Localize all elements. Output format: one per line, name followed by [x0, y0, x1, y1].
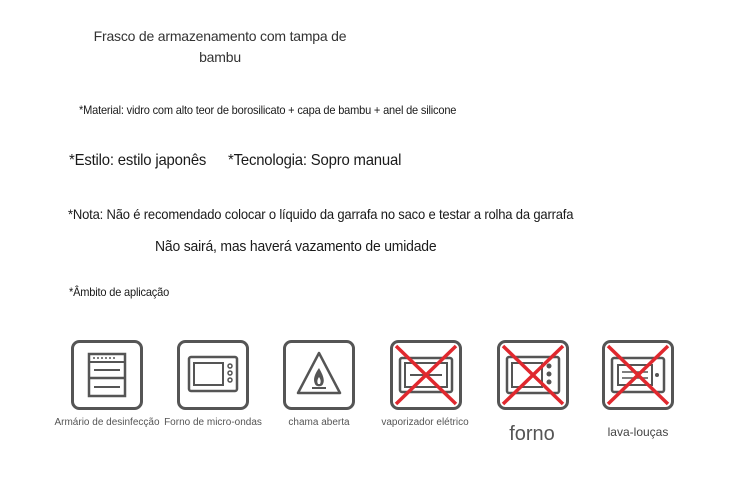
oven-icon [497, 340, 569, 410]
oven-label: forno [509, 423, 555, 445]
technology-spec: *Tecnologia: Sopro manual [228, 152, 402, 169]
note-line-2: Não sairá, mas haverá vazamento de umidade [155, 238, 437, 255]
disinfection-cabinet-icon [71, 340, 143, 410]
microwave-icon [177, 340, 249, 410]
material-spec: *Material: vidro com alto teor de borosilicato + capa de bambu + anel de silicone [79, 103, 457, 117]
disinfection-cabinet-label: Armário de desinfecção [54, 417, 160, 428]
electric-steamer-icon [390, 340, 462, 410]
open-flame-icon [283, 340, 355, 410]
scope-heading: *Âmbito de aplicação [69, 285, 170, 299]
dishwasher-icon [602, 340, 674, 410]
microwave-label: Forno de micro-ondas [164, 417, 262, 428]
electric-steamer-label: vaporizador elétrico [381, 417, 469, 428]
product-title: Frasco de armazenamento com tampa de bambu [93, 28, 347, 65]
style-spec: *Estilo: estilo japonês [69, 152, 207, 169]
open-flame-label: chama aberta [288, 417, 350, 428]
note-line-1: *Nota: Não é recomendado colocar o líquido da garrafa no saco e testar a rolha da garrafa [68, 206, 574, 222]
dishwasher-label: lava-louças [607, 425, 669, 439]
